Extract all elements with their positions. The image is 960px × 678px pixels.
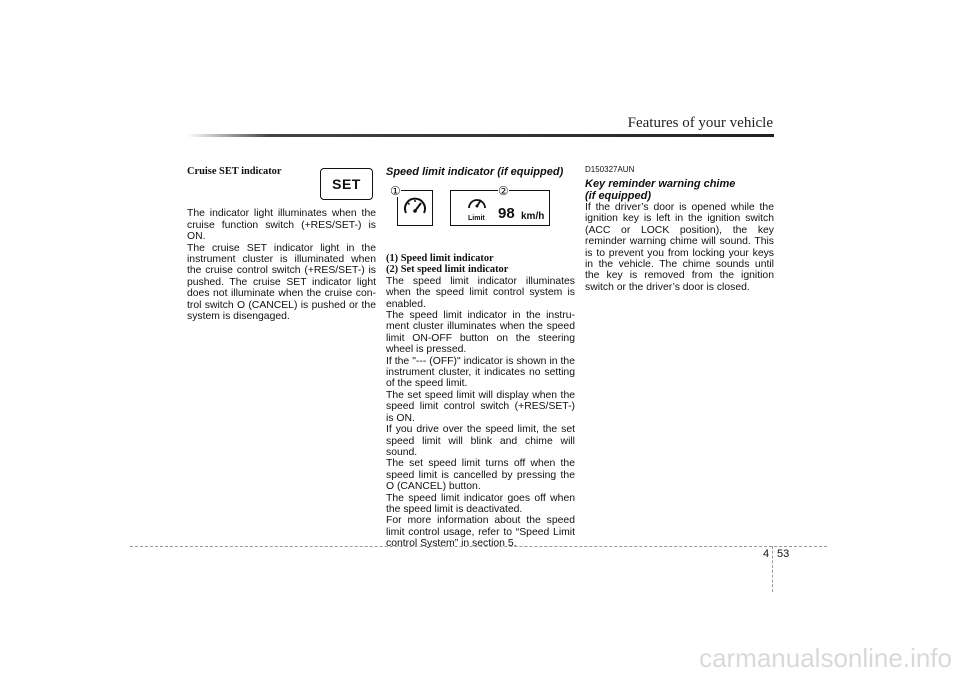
key-reminder-heading-1: Key reminder warning chime	[585, 178, 736, 190]
speed-limit-para-3: If the "--- (OFF)" indicator is shown in the instrument cluster, it indicates no setting of the speed limit.	[386, 355, 575, 390]
key-reminder-para: If the driver’s door is opened while the ignition key is left in the ignition switch (ACC or LOCK position), the key reminder warning chime will sound. This is to prevent you from locking your keys in the vehicle. The chime sounds until the key is removed from the ignition switch or the driver’s door is closed.	[585, 202, 774, 293]
speed-limit-para-4: The set speed limit will display when the speed limit control switch (+RES/SET-) is ON.	[386, 389, 575, 424]
speed-limit-heading: Speed limit indicator (if equipped)	[386, 166, 564, 178]
speed-limit-para-7: The speed limit indicator goes off when the speed limit is deactivated.	[386, 492, 575, 515]
cruise-set-para-1: The indicator light illuminates when the cruise function switch (+RES/SET-) is ON.	[187, 208, 376, 243]
limit-label: Limit	[468, 215, 485, 222]
key-reminder-heading-2: (if equipped)	[585, 190, 651, 202]
section-code: D150327AUN	[585, 165, 635, 174]
speed-limit-para-8: For more information about the speed limit control usage, refer to “Speed Limit control System” in section 5.	[386, 515, 575, 550]
page-header-title: Features of your vehicle	[627, 115, 773, 131]
speed-limit-figure	[386, 184, 573, 227]
footer-rule	[130, 546, 827, 547]
watermark: carmanualsonline.info	[699, 643, 952, 673]
callout-1: ①	[390, 184, 401, 198]
speed-limit-para-5: If you drive over the speed limit, the set speed limit will blink and chime will sound.	[386, 424, 575, 458]
speed-limit-item-1: (1) Speed limit indicator	[386, 253, 494, 264]
set-indicator-label: SET	[332, 176, 361, 192]
speed-limit-para-2: The speed limit indicator in the instru-ment cluster illuminates when the speed limit ON-OFF button on the steering wheel is pressed.	[386, 310, 575, 356]
cruise-set-para-2: The cruise SET indicator light in the instrument cluster is illuminated when the cruise control switch (+RES/SET-) is pushed. The cruise SET indicator light does not illuminate when the cruise con-trol switch O (CANCEL) is pushed or the system is disengaged.	[187, 242, 376, 323]
speedometer-icon	[398, 191, 432, 225]
column-speed-limit	[386, 160, 575, 550]
header-rule	[187, 134, 774, 137]
limit-unit: km/h	[521, 211, 545, 222]
speed-limit-para-6: The set speed limit turns off when the speed limit is cancelled by pressing the O (CANCEL) button.	[386, 458, 575, 493]
cruise-set-heading: Cruise SET indicator	[187, 166, 282, 177]
chapter-number: 4	[763, 548, 770, 560]
speed-limit-para-1: The speed limit indicator illuminates when the speed limit control system is enabled.	[386, 275, 575, 310]
column-key-reminder	[585, 160, 774, 293]
speedometer-small-icon	[464, 193, 490, 213]
set-indicator-icon	[320, 168, 373, 200]
page-number: 53	[777, 548, 790, 560]
footer-separator	[772, 546, 773, 592]
limit-value: 98	[498, 205, 515, 222]
speed-limit-indicator-icon	[397, 190, 433, 226]
speed-limit-item-2: (2) Set speed limit indicator	[386, 264, 509, 276]
callout-2: ②	[498, 184, 509, 198]
